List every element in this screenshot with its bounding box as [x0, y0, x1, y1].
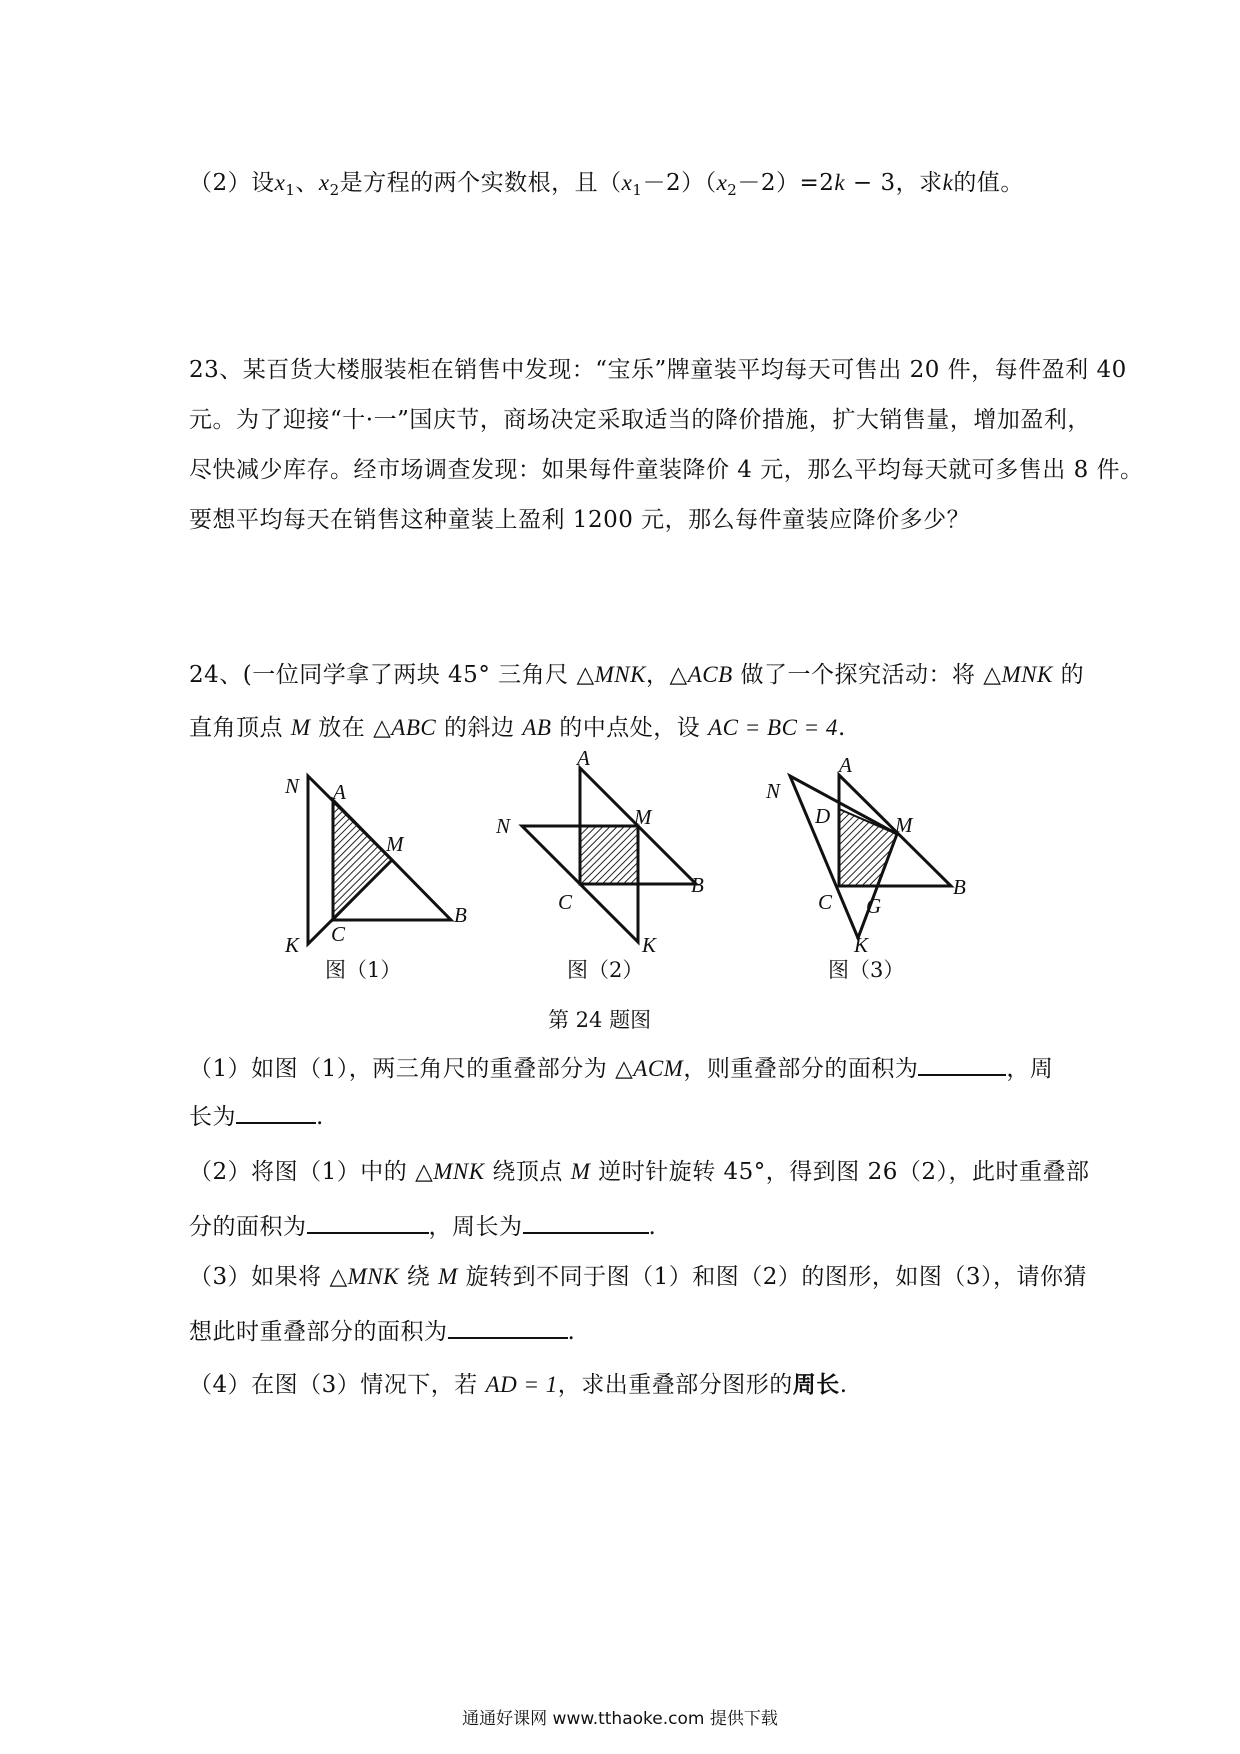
sub3-line2 — [189, 1315, 575, 1347]
q23-line2: 元。为了迎接“十·一”国庆节，商场决定采取适当的降价措施，扩大销售量，增加盈利， — [189, 407, 1091, 433]
var-k: k — [834, 170, 846, 195]
text: （2）将图（1）中的 △ — [189, 1159, 434, 1185]
q23-line3: 尽快减少库存。经市场调查发现：如果每件童装降价 4 元，那么平均每天就可多售出 8 件。 — [189, 457, 1144, 483]
sub2-line1 — [189, 1157, 1090, 1187]
sub4-line1 — [189, 1370, 848, 1400]
math-mnk: MNK — [1001, 662, 1053, 687]
text: －2）=2 — [737, 170, 835, 196]
math-ab: AB — [522, 715, 552, 740]
text: ，则重叠部分的面积为 — [683, 1056, 919, 1082]
q22-part2-line — [189, 168, 1024, 205]
label: B — [454, 903, 467, 927]
text: ，周 — [1006, 1056, 1054, 1082]
var-x1: x — [621, 170, 633, 195]
text: 24、(一位同学拿了两块 45° 三角尺 △ — [189, 662, 595, 688]
q24-line2 — [189, 713, 846, 743]
text: ，△ — [645, 662, 688, 688]
label: C — [558, 890, 573, 914]
sub1-line2 — [189, 1100, 324, 1132]
math-m: M — [438, 1264, 458, 1289]
figure-1-caption: 图（1） — [325, 958, 402, 982]
q23-line1: 23、某百货大楼服装柜在销售中发现：“宝乐”牌童装平均每天可售出 20 件，每件盈利 40 — [189, 357, 1127, 383]
label: K — [854, 933, 869, 957]
text: ，求出重叠部分图形的 — [557, 1372, 793, 1398]
text: ，周长为 — [428, 1214, 523, 1240]
label: M — [634, 805, 652, 829]
text: 、 — [295, 170, 319, 196]
text: 的中点处，设 — [551, 715, 709, 741]
fig3-overlap-quad — [839, 809, 897, 886]
text: 逆时针旋转 45°，得到图 26（2），此时重叠部 — [590, 1159, 1090, 1185]
page-footer: 通通好课网 www.tthaoke.com 提供下载 — [462, 1709, 778, 1729]
q23-line4: 要想平均每天在销售这种童装上盈利 1200 元，那么每件童装应降价多少？ — [189, 507, 971, 533]
answer-blank-area[interactable] — [918, 1052, 1006, 1076]
math-ad-equation: AD = 1 — [485, 1372, 558, 1397]
text: . — [648, 1214, 657, 1240]
text: （2）设 — [189, 170, 275, 196]
text: （1）如图（1），两三角尺的重叠部分为 △ — [189, 1056, 634, 1082]
subscript: 1 — [632, 181, 643, 199]
label: A — [333, 780, 346, 804]
figure-2-caption: 图（2） — [567, 958, 644, 982]
math-mnk: MNK — [433, 1159, 485, 1184]
var-x2: x — [716, 170, 728, 195]
sub2-line2 — [189, 1210, 656, 1242]
math-mnk: MNK — [594, 662, 646, 687]
fig2-overlap-square — [580, 826, 638, 884]
answer-blank-area[interactable] — [448, 1315, 568, 1339]
var-k: k — [942, 170, 954, 195]
figures-svg — [0, 750, 1240, 980]
label: A — [839, 753, 852, 777]
subscript: 1 — [285, 181, 296, 199]
text: . — [837, 715, 846, 741]
figure-1 — [284, 774, 467, 957]
subscript: 2 — [727, 181, 738, 199]
math-m: M — [570, 1159, 591, 1184]
text: 想此时重叠部分的面积为 — [189, 1319, 448, 1345]
math-acb: ACB — [687, 662, 733, 687]
answer-blank-perimeter[interactable] — [523, 1210, 649, 1234]
text: （4）在图（3）情况下，若 — [189, 1372, 486, 1398]
answer-blank-area[interactable] — [307, 1210, 429, 1234]
text: 是方程的两个实数根，且（ — [339, 170, 622, 196]
text: 分的面积为 — [189, 1214, 307, 1240]
var-x1: x — [274, 170, 286, 195]
text: . — [839, 1372, 848, 1398]
label: B — [691, 873, 704, 897]
label: M — [386, 832, 404, 856]
text: − 3，求 — [845, 170, 943, 196]
text: 的斜边 — [436, 715, 523, 741]
sub1-line1 — [189, 1052, 1053, 1084]
var-x2: x — [318, 170, 330, 195]
subscript: 2 — [329, 181, 340, 199]
text: （3）如果将 △ — [189, 1264, 348, 1290]
label: N — [496, 814, 511, 838]
label: M — [895, 813, 913, 837]
math-mnk: MNK — [347, 1264, 399, 1289]
label: C — [818, 890, 833, 914]
figures-title: 第 24 题图 — [548, 1008, 652, 1032]
text: 旋转到不同于图（1）和图（2）的图形，如图（3），请你猜 — [457, 1264, 1087, 1290]
label: K — [642, 933, 657, 957]
text: 做了一个探究活动：将 △ — [732, 662, 1002, 688]
label: N — [285, 774, 300, 798]
math-m: M — [290, 715, 311, 740]
label: A — [577, 750, 590, 770]
text: 长为 — [189, 1104, 236, 1130]
math-acm: ACM — [633, 1056, 684, 1081]
text: . — [316, 1104, 324, 1130]
fig1-overlap-acm — [333, 800, 392, 920]
figure-3-caption: 图（3） — [828, 958, 905, 982]
figure-2 — [495, 750, 704, 957]
label: K — [285, 933, 300, 957]
label: N — [766, 779, 781, 803]
label: B — [953, 875, 966, 899]
text: 放在 △ — [310, 715, 392, 741]
math-abc: ABC — [391, 715, 437, 740]
text: －2）（ — [642, 170, 717, 196]
text: 绕 — [398, 1264, 439, 1290]
label: G — [866, 894, 882, 918]
text: . — [567, 1319, 576, 1345]
q24-line1 — [189, 660, 1084, 690]
sub3-line1 — [189, 1262, 1087, 1292]
text: 直角顶点 — [189, 715, 291, 741]
text: 的值。 — [953, 170, 1024, 196]
figure-3 — [765, 753, 966, 957]
text: 绕顶点 — [484, 1159, 571, 1185]
answer-blank-perimeter[interactable] — [236, 1100, 316, 1124]
math-equation: AC = BC = 4 — [708, 715, 838, 740]
bold-text-perimeter: 周长 — [792, 1371, 840, 1398]
label: C — [331, 922, 346, 946]
label: D — [815, 804, 831, 828]
text: 的 — [1052, 662, 1085, 688]
